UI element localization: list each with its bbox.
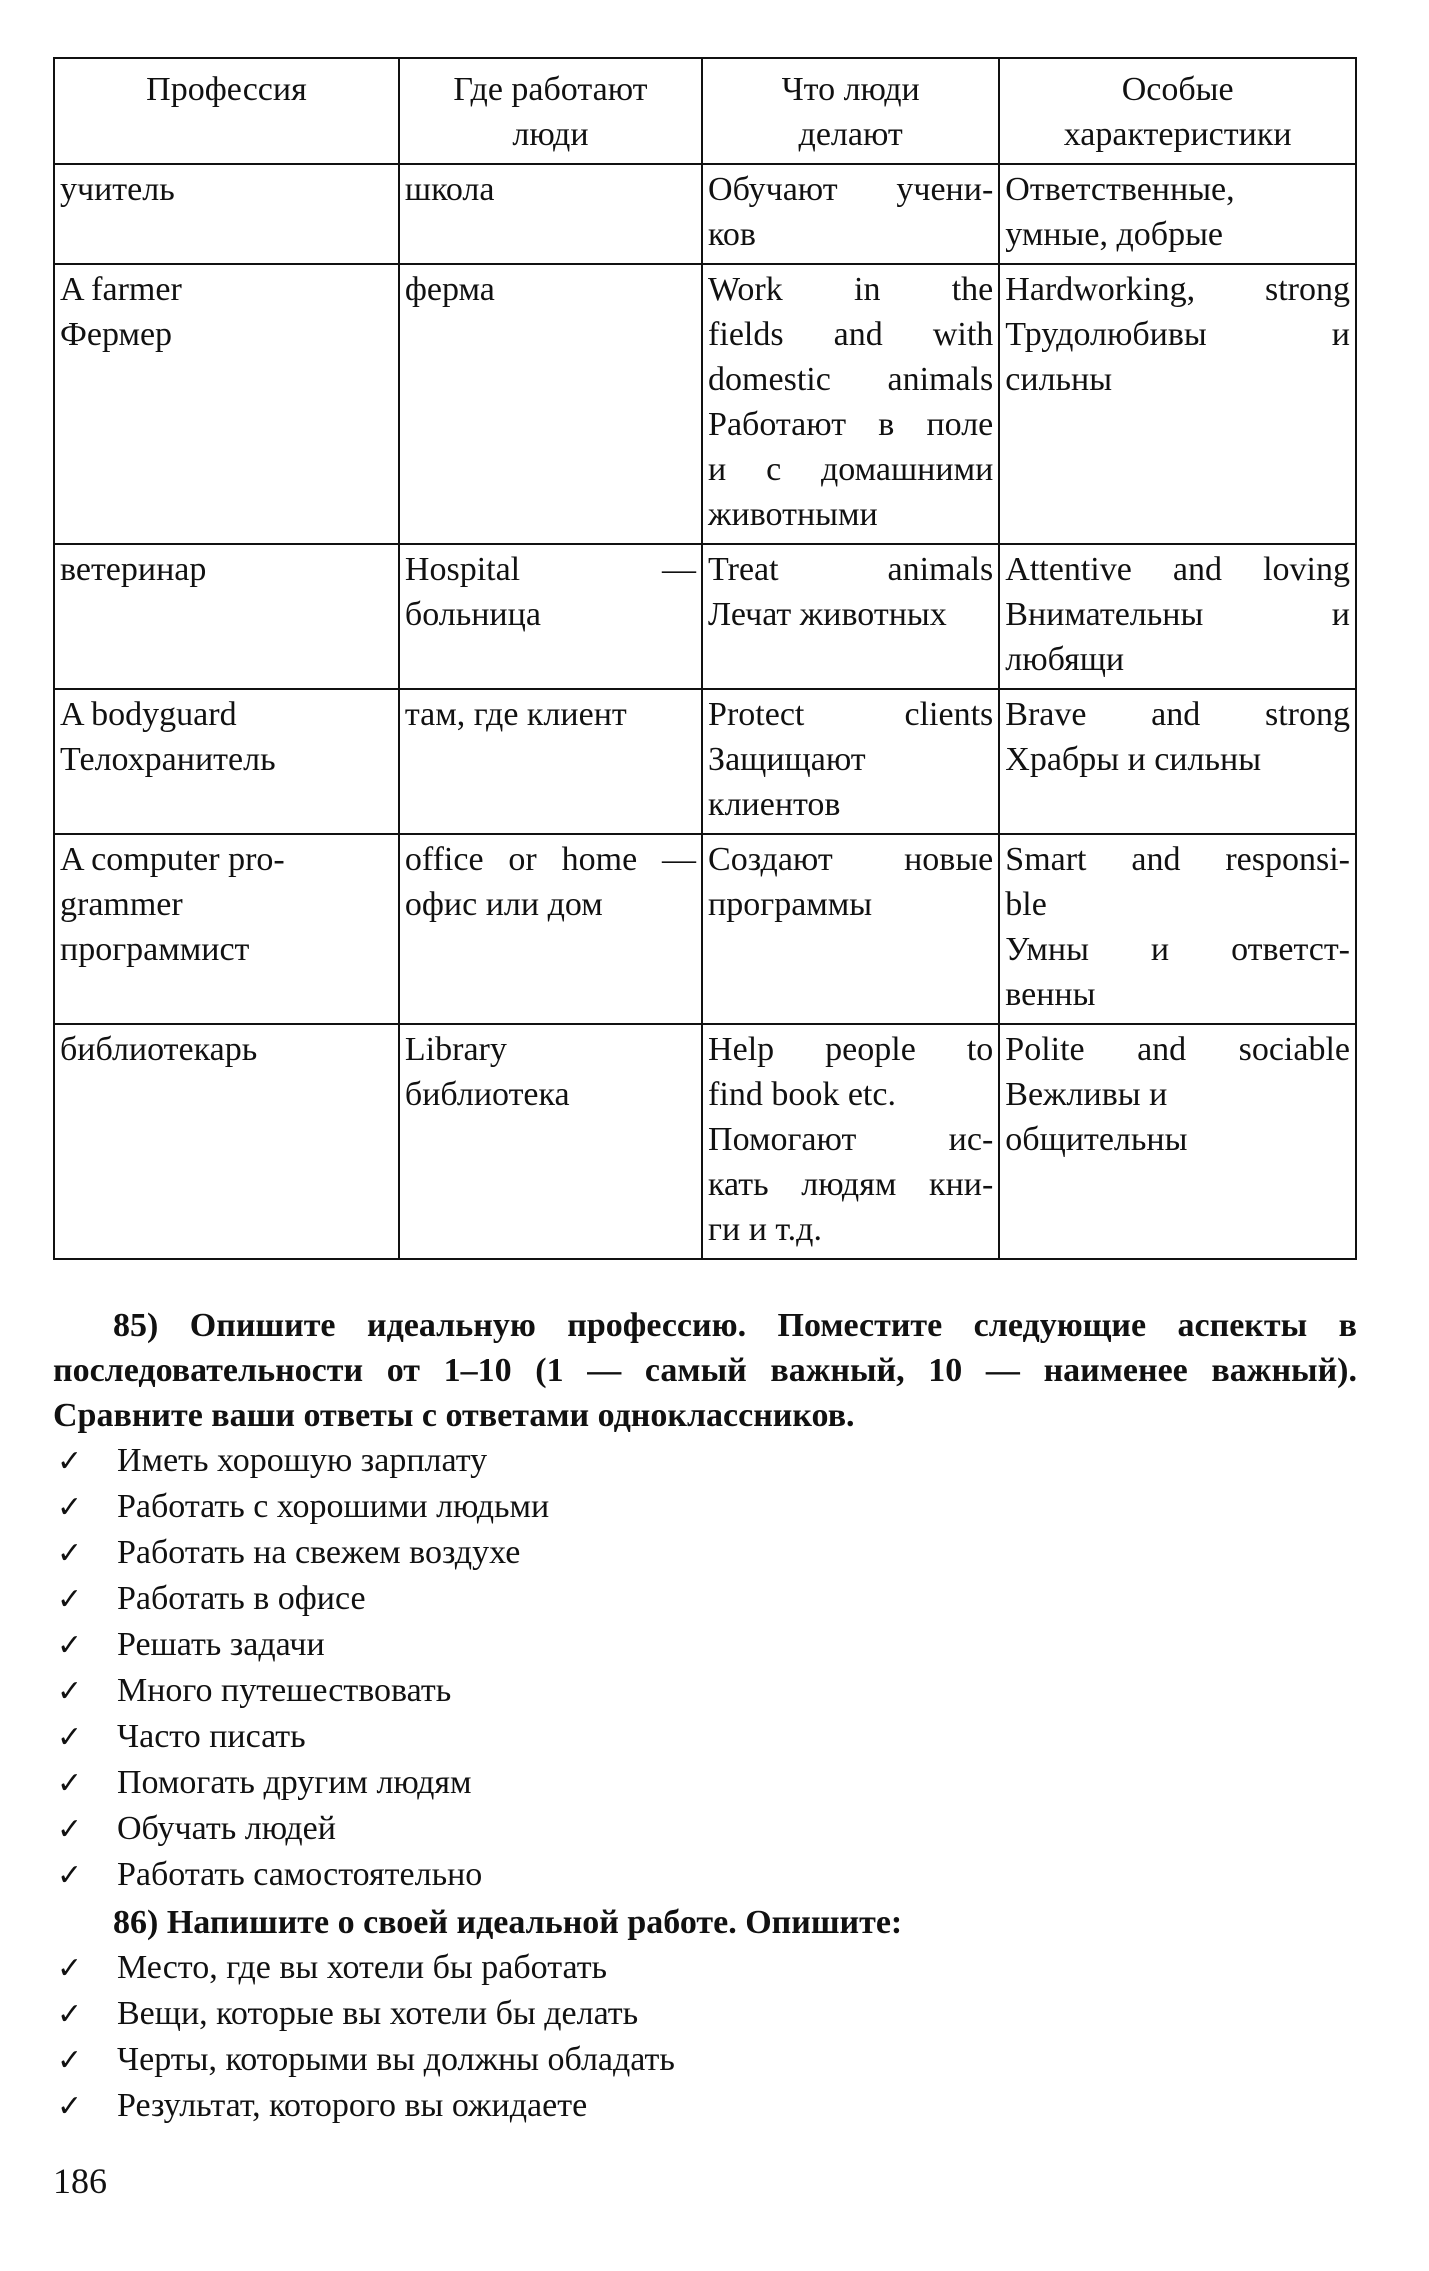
table-cell — [54, 689, 399, 834]
list-item-text: Место, где вы хотели бы работать — [117, 1949, 608, 1986]
list-item-text: Работать самостоятельно — [117, 1856, 483, 1893]
cell-line: ги и т.д. — [708, 1211, 822, 1248]
cell-line: школа — [404, 171, 495, 208]
table-cell — [702, 544, 999, 689]
list-item-text: Черты, которыми вы должны обладать — [117, 2041, 675, 2078]
cell-line: и с домашними — [708, 451, 994, 488]
table-cell — [999, 1024, 1356, 1259]
list-item-text: Работать с хорошими людьми — [117, 1488, 550, 1525]
table-cell — [999, 834, 1356, 1024]
table-cell — [399, 1024, 702, 1259]
checkmark-icon: ✓ — [57, 1536, 83, 1571]
cell-line: Обучают учени- — [708, 171, 994, 208]
column-header — [54, 58, 399, 164]
list-item-text: Решать задачи — [117, 1626, 325, 1663]
cell-line: Телохранитель — [60, 741, 276, 778]
table-cell — [702, 1024, 999, 1259]
cell-line: любящи — [1005, 641, 1125, 678]
task-85-heading: 85) Опишите идеальную профессию. Поместите следующие аспекты в последовательности от 1–10 (1 — самый важный, 10 — наименее важный). Сравните ваши ответы с ответами одноклассников. — [53, 1307, 1357, 1434]
list-item — [53, 1530, 1357, 1576]
checkmark-icon: ✓ — [57, 2089, 83, 2124]
cell-line: больница — [404, 596, 541, 633]
task-86-list — [53, 1945, 1357, 2129]
cell-line: Где работают — [453, 71, 648, 108]
table-cell — [54, 164, 399, 264]
cell-line: программист — [60, 931, 250, 968]
column-header — [399, 58, 702, 164]
page-number: 186 — [53, 2161, 107, 2201]
list-item — [53, 2083, 1357, 2129]
table-row — [54, 264, 1356, 544]
cell-line: Помогают ис- — [708, 1121, 994, 1158]
table-cell — [999, 164, 1356, 264]
table-row — [54, 164, 1356, 264]
list-item-text: Много путешествовать — [117, 1672, 452, 1709]
table-cell — [702, 164, 999, 264]
table-cell — [54, 544, 399, 689]
cell-line: ферма — [404, 271, 495, 308]
list-item-text: Результат, которого вы ожидаете — [117, 2087, 588, 2124]
task-85-list — [53, 1438, 1357, 1898]
list-item — [53, 1806, 1357, 1852]
list-item — [53, 1668, 1357, 1714]
cell-line: office or home — — [404, 841, 697, 878]
table-cell — [999, 544, 1356, 689]
cell-line: программы — [708, 886, 873, 923]
cell-line: Library — [404, 1031, 507, 1068]
checkmark-icon: ✓ — [57, 1997, 83, 2032]
table-cell — [399, 264, 702, 544]
cell-line: Трудолюбивы и — [1005, 316, 1350, 353]
cell-line: Умны и ответст- — [1005, 931, 1350, 968]
cell-line: Smart and responsi- — [1005, 841, 1350, 878]
cell-line: A computer pro- — [60, 841, 285, 878]
list-item — [53, 1576, 1357, 1622]
column-header — [999, 58, 1356, 164]
cell-line: кать людям кни- — [708, 1166, 994, 1203]
cell-line: Внимательны и — [1005, 596, 1350, 633]
table-cell — [999, 689, 1356, 834]
cell-line: domestic animals — [708, 361, 994, 398]
checkmark-icon: ✓ — [57, 1628, 83, 1663]
cell-line: венны — [1005, 976, 1096, 1013]
checkmark-icon: ✓ — [57, 1951, 83, 1986]
table-cell — [399, 689, 702, 834]
table-cell — [702, 834, 999, 1024]
column-header — [702, 58, 999, 164]
cell-line: делают — [798, 116, 903, 153]
task-85 — [53, 1303, 1357, 1898]
list-item — [53, 2037, 1357, 2083]
checkmark-icon: ✓ — [57, 1812, 83, 1847]
cell-line: общительны — [1005, 1121, 1188, 1158]
cell-line: люди — [512, 116, 589, 153]
cell-line: Храбры и сильны — [1005, 741, 1262, 778]
cell-line: Protect clients — [708, 696, 994, 733]
list-item-text: Работать на свежем воздухе — [117, 1534, 521, 1571]
cell-line: Вежливы и — [1005, 1076, 1168, 1113]
table-cell — [999, 264, 1356, 544]
cell-line: Защищают — [708, 741, 866, 778]
cell-line: библиотека — [404, 1076, 570, 1113]
cell-line: офис или дом — [404, 886, 603, 923]
list-item-text: Обучать людей — [117, 1810, 336, 1847]
cell-line: Attentive and loving — [1005, 551, 1350, 588]
cell-line: клиентов — [708, 786, 841, 823]
table-header-row — [54, 58, 1356, 164]
cell-line: grammer — [60, 886, 183, 923]
cell-line: ble — [1005, 886, 1047, 923]
checkmark-icon: ✓ — [57, 1582, 83, 1617]
cell-line: сильны — [1005, 361, 1113, 398]
cell-line: Лечат животных — [708, 596, 947, 633]
cell-line: ков — [708, 216, 756, 253]
cell-line: Создают новые — [708, 841, 994, 878]
cell-line: fields and with — [708, 316, 994, 353]
checkmark-icon: ✓ — [57, 1766, 83, 1801]
task-86-heading: 86) Напишите о своей идеальной работе. Опишите: — [113, 1904, 903, 1941]
table-cell — [54, 1024, 399, 1259]
cell-line: A bodyguard — [60, 696, 237, 733]
table-cell — [702, 264, 999, 544]
task-86 — [53, 1900, 1357, 2129]
cell-line: A farmer — [60, 271, 182, 308]
table-row — [54, 689, 1356, 834]
cell-line: find book etc. — [708, 1076, 896, 1113]
list-item-text: Иметь хорошую зарплату — [117, 1442, 488, 1479]
checkmark-icon: ✓ — [57, 1490, 83, 1525]
cell-line: библиотекарь — [60, 1031, 258, 1068]
cell-line: Профессия — [146, 71, 307, 108]
list-item — [53, 1622, 1357, 1668]
list-item — [53, 1760, 1357, 1806]
checkmark-icon: ✓ — [57, 1674, 83, 1709]
cell-line: Особые — [1121, 71, 1234, 108]
cell-line: Polite and sociable — [1005, 1031, 1350, 1068]
table-row — [54, 1024, 1356, 1259]
list-item-text: Часто писать — [117, 1718, 306, 1755]
cell-line: умные, добрые — [1005, 216, 1224, 253]
list-item-text: Вещи, которые вы хотели бы делать — [117, 1995, 639, 2032]
list-item — [53, 1714, 1357, 1760]
checkmark-icon: ✓ — [57, 2043, 83, 2078]
cell-line: Brave and strong — [1005, 696, 1350, 733]
checkmark-icon: ✓ — [57, 1444, 83, 1479]
professions-table — [53, 57, 1357, 1260]
cell-line: ветеринар — [60, 551, 207, 588]
list-item — [53, 1852, 1357, 1898]
cell-line: характеристики — [1063, 116, 1292, 153]
cell-line: Work in the — [708, 271, 994, 308]
cell-line: там, где клиент — [404, 696, 627, 733]
cell-line: Работают в поле — [708, 406, 994, 443]
list-item — [53, 1484, 1357, 1530]
cell-line: учитель — [60, 171, 175, 208]
list-item — [53, 1945, 1357, 1991]
checkmark-icon: ✓ — [57, 1720, 83, 1755]
table-cell — [702, 689, 999, 834]
cell-line: Что люди — [781, 71, 920, 108]
table-cell — [54, 834, 399, 1024]
list-item-text: Работать в офисе — [117, 1580, 366, 1617]
cell-line: Фермер — [60, 316, 173, 353]
table-cell — [399, 544, 702, 689]
list-item — [53, 1438, 1357, 1484]
cell-line: животными — [708, 496, 878, 533]
table-cell — [399, 164, 702, 264]
cell-line: Hospital — — [404, 551, 697, 588]
list-item — [53, 1991, 1357, 2037]
table-cell — [399, 834, 702, 1024]
cell-line: Help people to — [708, 1031, 994, 1068]
cell-line: Treat animals — [708, 551, 994, 588]
list-item-text: Помогать другим людям — [117, 1764, 472, 1801]
table-cell — [54, 264, 399, 544]
table-row — [54, 834, 1356, 1024]
cell-line: Hardworking, strong — [1005, 271, 1350, 308]
cell-line: Ответственные, — [1005, 171, 1235, 208]
table-row — [54, 544, 1356, 689]
checkmark-icon: ✓ — [57, 1858, 83, 1893]
